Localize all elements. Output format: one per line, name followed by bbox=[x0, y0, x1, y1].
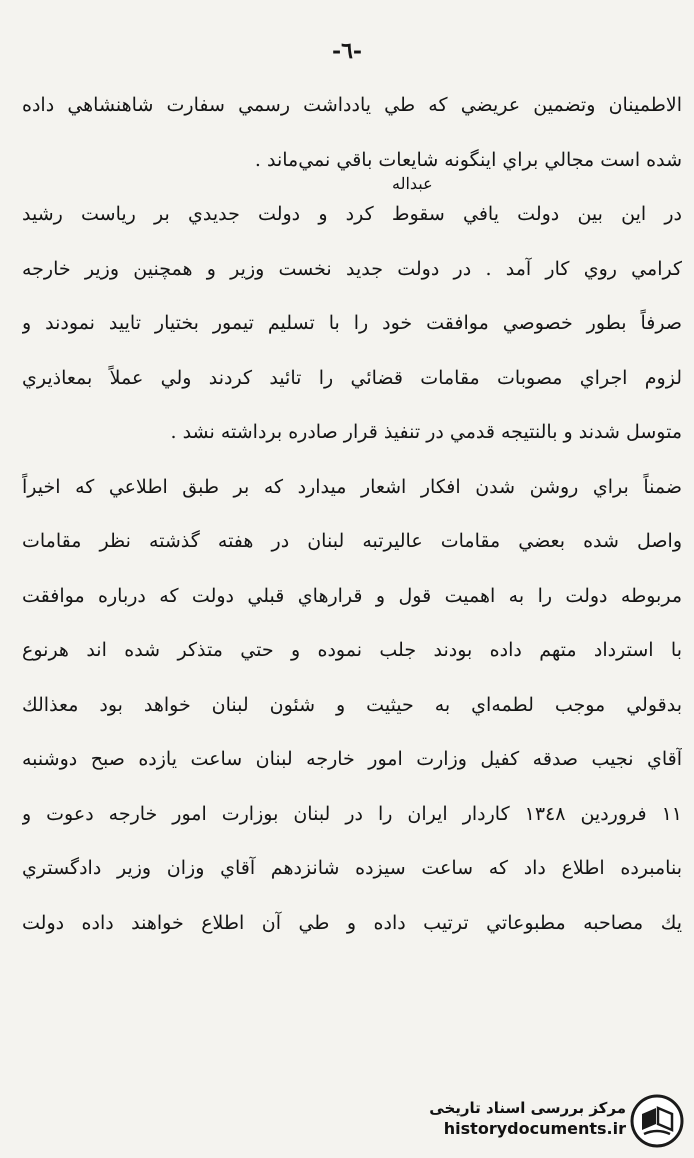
text-line-9: واصل شده بعضي مقامات عاليرتبه لبنان در هفته گذشته نظر مقامات bbox=[22, 530, 682, 552]
text-line-15: بنامبرده اطلاع داد كه ساعت سيزده شانزدهم آقاي وزان وزير دادگستري bbox=[22, 857, 682, 879]
open-book-icon bbox=[630, 1094, 684, 1148]
watermark-text bbox=[429, 1098, 626, 1140]
text-line-4: كرامي روي كار آمد . در دولت جديد نخست وزير و همچنين وزير خارجه bbox=[22, 257, 682, 280]
text-line-10: مربوطه دولت را به اهميت قول و قرارهاي قبلي دولت كه درباره موافقت bbox=[22, 584, 682, 607]
text-line-16: يك مصاحبه مطبوعاتي ترتيب داده و طي آن اطلاع خواهند داده دولت bbox=[22, 911, 682, 934]
text-line-5: صرفاً بطور خصوصي موافقت خود را با تسليم تيمور بختيار تاييد نمودند و bbox=[22, 312, 682, 334]
text-line-8: ضمناً براي روشن شدن افكار اشعار ميدارد كه بر طبق اطلاعي كه اخيراً bbox=[22, 475, 682, 498]
text-line-14: ١١ فروردين ١٣٤٨ كاردار ايران را در لبنان بوزارت امور خارجه دعوت و bbox=[22, 802, 682, 825]
text-line-11: با استرداد متهم داده بودند جلب نموده و حتي متذكر شده اند هرنوع bbox=[22, 639, 682, 661]
text-line-2: شده است مجالي براي اينگونه شايعات باقي نمي‌ماند . bbox=[254, 148, 682, 171]
text-line-13: آقاي نجيب صدقه كفيل وزارت امور خارجه لبنان ساعت يازده صبح دوشنبه bbox=[22, 748, 682, 770]
watermark-url: historydocuments.ir bbox=[443, 1119, 626, 1138]
text-line-1: الاطمينان وتضمين عريضي كه طي يادداشت رسمي سفارت شاهنشاهي داده bbox=[22, 94, 682, 116]
text-line-6: لزوم اجراي مصوبات مقامات قضائي را تائيد كردند ولي عملاً بمعاذيري bbox=[22, 366, 682, 389]
document-body bbox=[22, 78, 682, 950]
text-line-12: بدقولي موجب لطمه‌اي به حيثيت و شئون لبنان خواهد بود معذالك bbox=[22, 693, 682, 716]
watermark bbox=[408, 1090, 688, 1152]
watermark-title: مرکز بررسی اسناد تاریخی bbox=[429, 1099, 626, 1117]
margin-note: عبداله bbox=[392, 174, 433, 193]
page-number: -٦- bbox=[331, 38, 363, 64]
text-line-7: متوسل شدند و بالنتيجه قدمي در تنفيذ قرار صادره برداشته نشد . bbox=[170, 421, 682, 443]
text-line-3: در اين بين دولت يافي سقوط كرد و دولت جديدي بر رياست رشيد bbox=[22, 203, 682, 225]
